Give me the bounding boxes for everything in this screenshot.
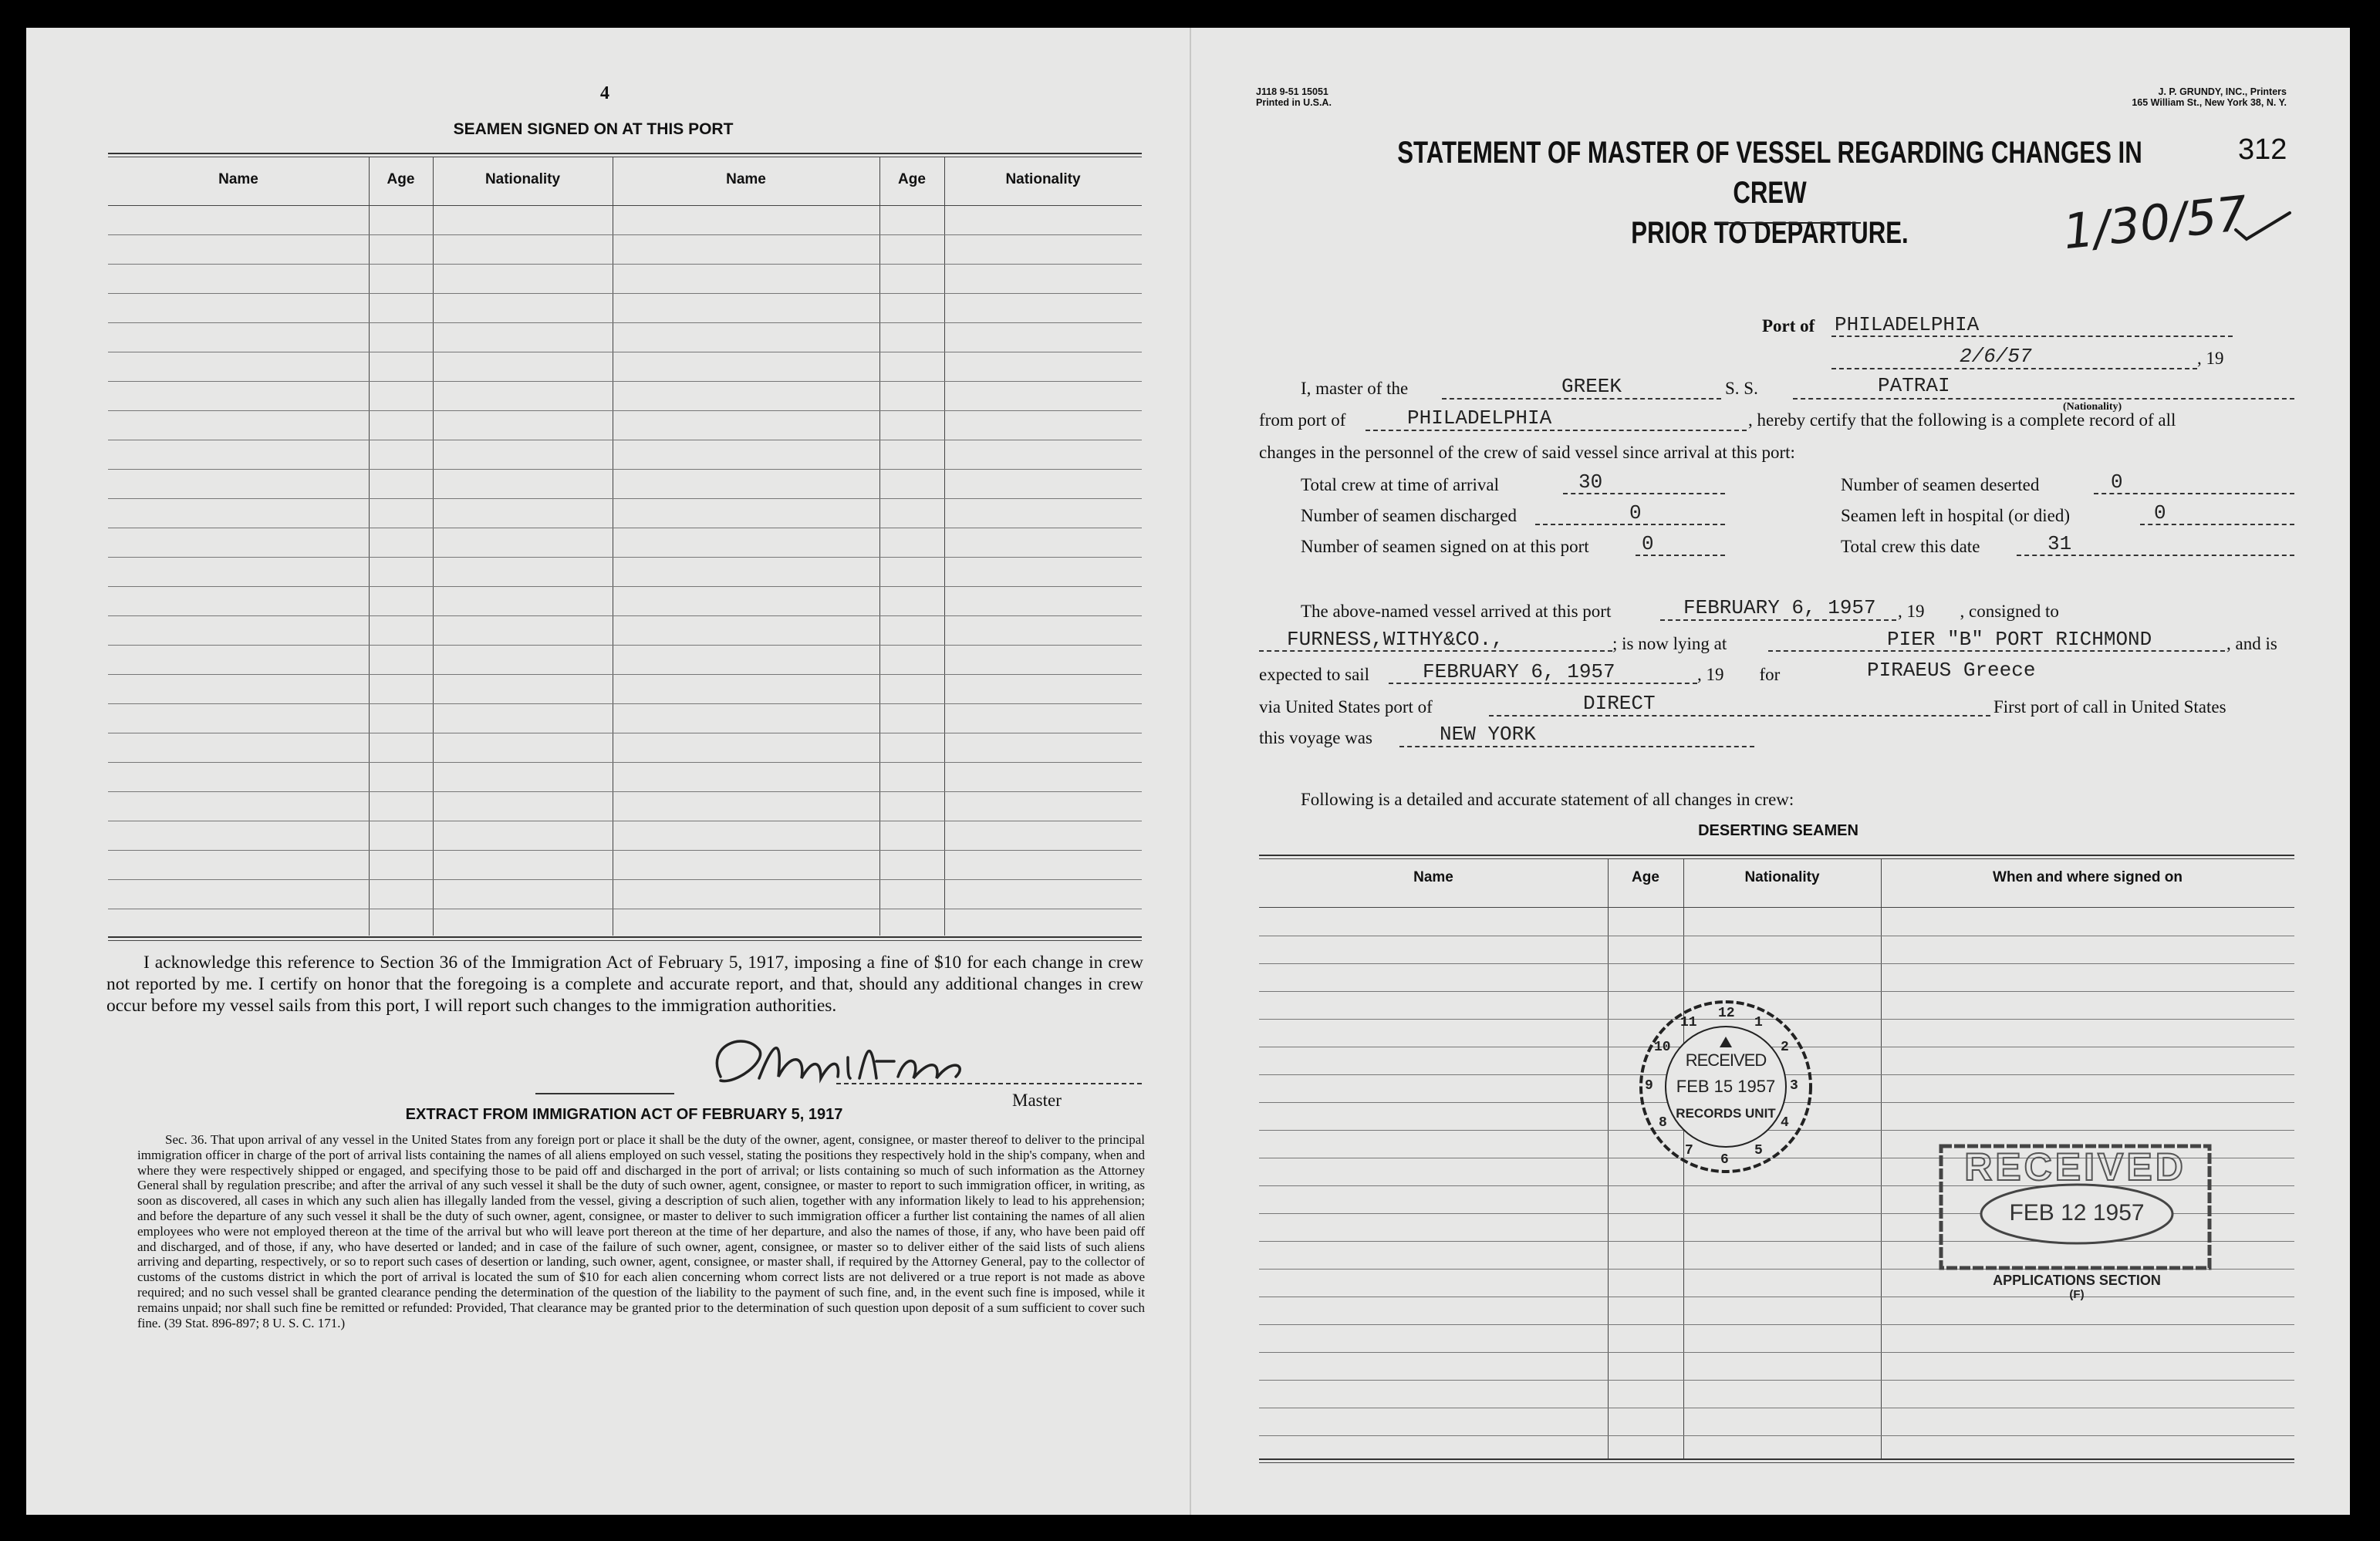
th-name-2: Name [726, 171, 766, 187]
ship-value: PATRAI [1878, 374, 1950, 397]
lying-label: ; is now lying at [1612, 634, 1727, 653]
table-row [108, 615, 1142, 616]
th-age-2: Age [898, 171, 926, 187]
from-port-value: PHILADELPHIA [1407, 406, 1552, 430]
total-date-value: 31 [2047, 532, 2072, 555]
table-row [108, 674, 1142, 675]
following-text: Following is a detailed and accurate statement of all changes in crew: [1301, 790, 1794, 809]
via-label: via United States port of [1259, 697, 1433, 717]
printer-line2: 165 William St., New York 38, N. Y. [2132, 97, 2287, 108]
changes-text: changes in the personnel of the crew of said vessel since arrival at this port: [1259, 443, 1795, 462]
hospital-label: Seamen left in hospital (or died) [1841, 506, 2071, 525]
form-code-line2: Printed in U.S.A. [1256, 97, 1332, 108]
signed-on-value: 0 [1642, 532, 1654, 555]
voyage-label: this voyage was [1259, 728, 1372, 747]
table-row [108, 557, 1142, 558]
table-row [108, 645, 1142, 646]
table-row [108, 234, 1142, 235]
dth-age: Age [1632, 869, 1659, 885]
stamp-unit-text: RECORDS UNIT [1676, 1106, 1776, 1121]
table-row [108, 850, 1142, 851]
stamp-date-text: FEB 15 1957 [1676, 1077, 1776, 1096]
first-port-label: First port of call in United States [1993, 697, 2226, 717]
total-arrival-value: 30 [1578, 470, 1603, 494]
table-row [108, 586, 1142, 587]
rect-stamp-section: APPLICATIONS SECTION [1993, 1273, 2161, 1288]
form-title [1396, 133, 2142, 253]
and-is-text: , and is [2226, 634, 2277, 653]
port-value: PHILADELPHIA [1835, 313, 1980, 336]
port-label: Port of [1762, 316, 1815, 336]
for-text: , 19 for [1697, 665, 1781, 684]
rect-stamp-received: RECEIVED [1964, 1145, 2186, 1189]
dth-name: Name [1413, 869, 1453, 885]
destination-value: PIRAEUS Greece [1867, 659, 2036, 682]
expected-label: expected to sail [1259, 665, 1370, 684]
printer-info [2009, 86, 2287, 108]
table-row [108, 703, 1142, 704]
document-sheet [26, 28, 2350, 1515]
table-row [108, 410, 1142, 411]
table-row [108, 264, 1142, 265]
title-line2: PRIOR TO DEPARTURE. [1631, 216, 1909, 250]
form-code-line1: J118 9-51 15051 [1256, 86, 1328, 97]
check-mark-icon [2233, 207, 2294, 245]
expected-value: FEBRUARY 6, 1957 [1423, 660, 1615, 683]
extract-heading: EXTRACT FROM IMMIGRATION ACT OF FEBRUARY 5, 1917 [405, 1106, 843, 1123]
deserted-label: Number of seamen deserted [1841, 475, 2040, 494]
rect-stamp-date: FEB 12 1957 [2009, 1200, 2145, 1226]
applications-section-stamp [1938, 1143, 2213, 1301]
from-port-label: from port of [1259, 410, 1346, 430]
consignee-value: FURNESS,WITHY&CO., [1287, 628, 1504, 651]
master-label: Master [1012, 1091, 1062, 1110]
master-signature [674, 1023, 998, 1108]
th-name-1: Name [218, 171, 258, 187]
table-row [1259, 963, 2294, 964]
table-row [1259, 1352, 2294, 1353]
table-row [1259, 1380, 2294, 1381]
year-prefix: , 19 [2197, 349, 2224, 368]
th-nationality-1: Nationality [484, 171, 561, 187]
form-code [1256, 86, 1332, 108]
title-line1: STATEMENT OF MASTER OF VESSEL REGARDING CHANGES IN CREW [1397, 136, 2142, 210]
acknowledgment-text: I acknowledge this reference to Section 36 of the Immigration Act of February 5, 1917, imposing a fine of $10 for each change in crew not reported by me. I certify on honor that the foregoing is a complete and accurate report, and that, should any additional changes in crew occur before my vessel sails from this port, I will report such changes to the immigration authorities. [106, 953, 1143, 1016]
discharged-label: Number of seamen discharged [1301, 506, 1517, 525]
hospital-value: 0 [2154, 501, 2166, 524]
voyage-value: NEW YORK [1440, 723, 1536, 746]
lying-value: PIER "B" PORT RICHMOND [1887, 628, 2152, 651]
dth-nationality: Nationality [1744, 869, 1820, 885]
deserted-value: 0 [2111, 470, 2123, 494]
table-row [1259, 991, 2294, 992]
table-row [108, 469, 1142, 470]
table-row [108, 322, 1142, 323]
printer-line1: J. P. GRUNDY, INC., Printers [2158, 86, 2287, 97]
consigned-text: , 19 , consigned to [1898, 602, 2059, 621]
th-age-1: Age [387, 171, 415, 187]
table-row [1259, 1435, 2294, 1436]
date-value: 2/6/57 [1960, 345, 2032, 368]
table-row [108, 879, 1142, 880]
table-row [1259, 1324, 2294, 1325]
page-fold [1190, 28, 1191, 1515]
master-of-label: I, master of the [1301, 379, 1409, 398]
handwritten-date: 1/30/57 [2060, 184, 2250, 261]
via-value: DIRECT [1583, 692, 1656, 715]
extract-text: Sec. 36. That upon arrival of any vessel in the United States from any foreign port or place it shall be the duty of the owner, agent, consignee, or master thereof to deliver to the principal immigration officer in charge of the port of arrival lists containing the names of all aliens employed on such vessel, stating the positions they respectively hold in the ship's company, when and where they were respectively shipped or engaged, and specifying those to be paid off and discharged in the port of arrival; or lists containing so much of such information as the Attorney General shall by regulation prescribe; and after the arrival of any such vessel it shall be the duty of such owner, agent, consignee, or master to report to such immigration officer, in writing, as soon as discovered, all cases in which any such alien has illegally landed from the vessel, giving a description of such alien, together with any information likely to lead to his apprehension; and before the departure of any such vessel it shall be the duty of such owner, agent, consignee, or master to deliver to such immigration officer a further list containing the names of all alien employees who were not employed thereon at the time of the arrival but who will leave port thereon at the time of her departure, and also the names of those, if any, who have been paid off and discharged, and of those, if any, who have deserted or landed; and in case of the failure of such owner, agent, consignee, or master so to deliver either of the said lists of such aliens arriving and departing, respectively, or so to report such cases of desertion or landing, such owner, agent, consignee, or master shall, if required by the Attorney General, pay to the collector of customs of the customs district in which the port of arrival is located the sum of $10 for each alien concerning whom correct lists are not delivered or a true report is not made as above required; and no such vessel shall be granted clearance pending the determination of the question of the liability to the payment of such fine, and, in the event such fine is imposed, while it remains unpaid; nor shall such fine be remitted or refunded: Provided, That clearance may be granted prior to the determination of such question upon deposit of a sum sufficient to cover such fine. (39 Stat. 896-897; 8 U. S. C. 171.) [137, 1132, 1145, 1330]
table-row [108, 381, 1142, 382]
total-arrival-label: Total crew at time of arrival [1301, 475, 1500, 494]
signed-on-label: Number of seamen signed on at this port [1301, 537, 1589, 556]
deserting-heading: DESERTING SEAMEN [1698, 822, 1858, 839]
arrived-value: FEBRUARY 6, 1957 [1683, 596, 1876, 619]
table-row [108, 762, 1142, 763]
total-date-label: Total crew this date [1841, 537, 1980, 556]
nationality-caption: (Nationality) [2063, 401, 2122, 413]
table-row [108, 293, 1142, 294]
ss-label: S. S. [1725, 379, 1758, 398]
table-row [108, 498, 1142, 499]
certify-text: , hereby certify that the following is a complete record of all [1748, 410, 2176, 430]
rect-stamp-code: (F) [2069, 1288, 2085, 1301]
dth-when-where: When and where signed on [1993, 869, 2183, 885]
arrived-label: The above-named vessel arrived at this port [1301, 602, 1612, 621]
nationality-value: GREEK [1561, 375, 1622, 398]
th-nationality-2: Nationality [1005, 171, 1081, 187]
page-number: 4 [600, 83, 609, 103]
received-clock-stamp: 12 1 2 3 4 5 6 7 8 9 10 11 RECEIVED FEB 15 1957 RECORDS UNIT [1637, 998, 1815, 1175]
sheet-number: 312 [2238, 133, 2287, 166]
discharged-value: 0 [1629, 501, 1642, 524]
stamp-received-text: RECEIVED [1685, 1050, 1767, 1070]
table-row [108, 791, 1142, 792]
left-heading: SEAMEN SIGNED ON AT THIS PORT [453, 120, 734, 138]
